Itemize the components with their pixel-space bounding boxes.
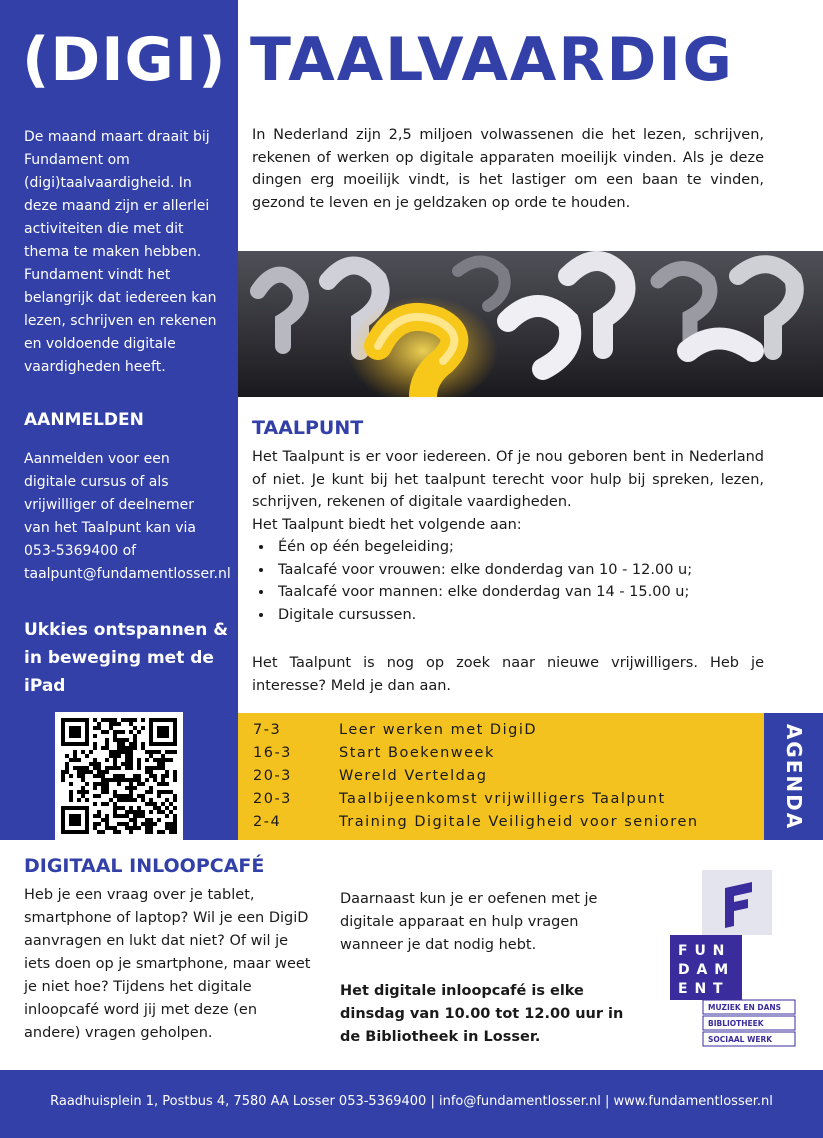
agenda-row [253,768,487,784]
agenda-event: Taalbijeenkomst vrijwilligers Taalpunt [339,791,666,807]
footer-contact[interactable]: Raadhuisplein 1, Postbus 4, 7580 AA Losser 053-5369400 | info@fundamentlosser.nl | www.fundamentlosser.nl [50,1094,773,1109]
aanmelden-text: Aanmelden voor een digitale cursus of als vrijwilliger of deelnemer van het Taalpunt kan via 053-5369400 of taalpunt@fundamentlosser.nl [24,451,231,582]
digitaal-heading: DIGITAAL INLOOPCAFÉ [24,855,265,877]
agenda-side-tab [764,713,823,840]
logo-tag: BIBLIOTHEEK [708,1019,764,1028]
title-digi: (DIGI) [22,25,227,95]
sidebar [0,0,238,840]
list-item: • Één op één begeleiding; [274,536,764,559]
agenda-event: Wereld Verteldag [339,768,488,784]
agenda-row [253,745,495,761]
taalpunt-para3: Het Taalpunt is nog op zoek naar nieuwe vrijwilligers. Heb je interesse? Meld je dan aan. [252,655,764,694]
qr-code[interactable] [55,712,183,840]
agenda-date: 20-3 [253,791,292,807]
logo-tag: SOCIAAL WERK [708,1035,773,1044]
taalpunt-para2: Het Taalpunt biedt het volgende aan: [252,516,522,533]
intro-paragraph: In Nederland zijn 2,5 miljoen volwassenen die het lezen, schrijven, rekenen of werken op digitale apparaten moeilijk vinden. Als je deze dingen erg moeilijk vindt, is het lastiger om een baan te vinden, gezond te leven en je geldzaken op orde te houden. [252,127,764,211]
question-marks-illustration [238,251,823,397]
agenda-date: 16-3 [253,745,292,761]
logo-line: F U N [678,943,726,959]
logo-line: D A M [678,962,730,978]
agenda-row [253,814,699,830]
question-marks-photo [238,251,823,397]
agenda-label: AGENDA [781,723,806,830]
agenda-box [238,713,764,840]
sidebar-intro: De maand maart draait bij Fundament om (digi)taalvaardigheid. In deze maand zijn er allerlei activiteiten die met dit thema te maken hebben. Fundament vindt het belangrijk dat iedereen kan lezen, schrijven en rekenen en voldoende digitale vaardigheden heeft. [24,129,217,375]
list-item: • Taalcafé voor vrouwen: elke donderdag van 10 - 12.00 u; [274,559,764,582]
fundament-logo-graphic [670,870,800,1050]
agenda-row [253,722,537,738]
logo-line: E N T [678,981,724,997]
footer [0,1070,823,1138]
agenda-event: Start Boekenweek [339,745,495,761]
aanmelden-heading: AANMELDEN [24,410,144,430]
agenda-row [253,791,666,807]
agenda-date: 7-3 [253,722,282,738]
taalpunt-heading: TAALPUNT [252,417,364,439]
ukkies-heading: Ukkies ontspannen & in beweging met de iPad [24,620,229,696]
qr-code-graphic [55,712,183,840]
logo-letter: F [730,928,731,929]
agenda-event: Leer werken met DigiD [339,722,538,738]
list-item: • Digitale cursussen. [274,604,764,627]
digitaal-left-text: Heb je een vraag over je tablet, smartphone of laptop? Wil je een DigiD aanvragen en lukt dat niet? Of wil je iets doen op je smartphone, maar weet je niet hoe? Tijdens het digitale inloopcafé word jij met deze (en andere) vragen geholpen. [24,887,311,1041]
taalpunt-body [252,446,764,626]
list-item: • Taalcafé voor mannen: elke donderdag van 14 - 15.00 u; [274,581,764,604]
logo-tag: MUZIEK EN DANS [708,1003,782,1012]
agenda-event: Training Digitale Veiligheid voor senioren [339,814,699,830]
digitaal-schedule: Het digitale inloopcafé is elke dinsdag van 10.00 tot 12.00 uur in de Bibliotheek in Losser. [340,983,624,1045]
agenda-date: 20-3 [253,768,292,784]
agenda-date: 2-4 [253,814,282,830]
taalpunt-list [252,536,764,626]
digitaal-right-text: Daarnaast kun je er oefenen met je digitale apparaat en hulp vragen wanneer je dat nodig hebt. [340,891,598,953]
title-taalvaardig: TAALVAARDIG [250,25,734,95]
fundament-logo[interactable] [670,870,800,1050]
taalpunt-para1: Het Taalpunt is er voor iedereen. Of je nou geboren bent in Nederland of niet. Je kunt bij het taalpunt terecht voor hulp bij spreken, lezen, schrijven, rekenen of digitale vaardigheden. [252,449,764,510]
